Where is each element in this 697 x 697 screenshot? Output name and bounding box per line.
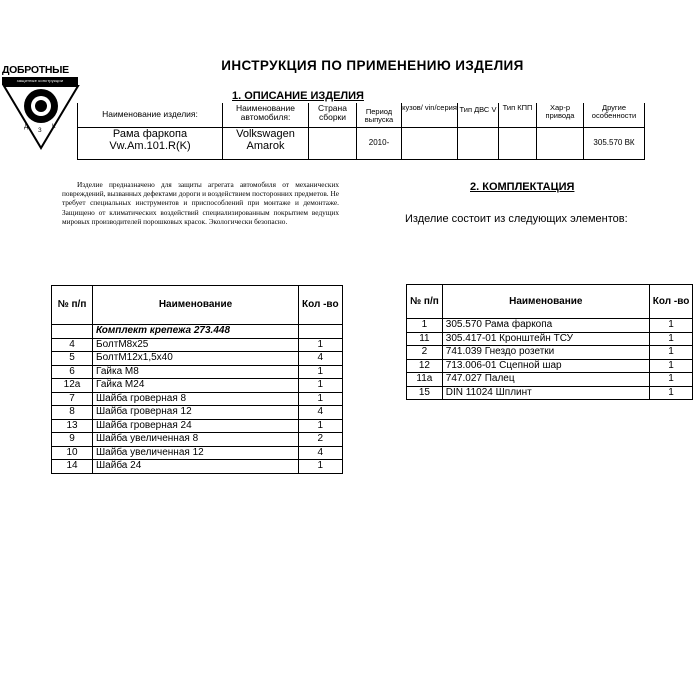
row-name: БолтМ12х1,5х40 (93, 352, 299, 366)
row-number: 10 (52, 446, 93, 460)
value-gearbox (499, 127, 537, 159)
header-other: Другие особенности (584, 103, 645, 127)
row-name: Шайба гроверная 24 (93, 419, 299, 433)
row-number: 9 (52, 433, 93, 447)
table-group-row (52, 325, 343, 339)
row-name: Гайка М24 (93, 379, 299, 393)
table-row (407, 332, 693, 346)
logo-emblem-icon (2, 84, 80, 150)
row-name: DIN 11024 Шплинт (442, 386, 649, 400)
row-number: 5 (52, 352, 93, 366)
row-number: 11 (407, 332, 443, 346)
row-number: 2 (407, 346, 443, 360)
product-table (77, 103, 645, 160)
group-label: Комплект крепежа 273.448 (93, 325, 299, 339)
parts-table (406, 284, 693, 400)
value-car: Volkswagen Amarok (223, 127, 309, 159)
row-qty: 4 (299, 406, 343, 420)
col-name: Наименование (442, 285, 649, 319)
section2-intro: Изделие состоит из следующих элементов: (405, 213, 628, 225)
row-name: 305.417-01 Кронштейн ТСУ (442, 332, 649, 346)
svg-text:З: З (38, 128, 42, 134)
row-number: 12а (52, 379, 93, 393)
document-title: ИНСТРУКЦИЯ ПО ПРИМЕНЕНИЮ ИЗДЕЛИЯ (221, 58, 524, 73)
header-car: Наименование автомобиля: (223, 103, 309, 127)
section2-title: 2. КОМПЛЕКТАЦИЯ (470, 181, 575, 193)
row-name: 713.006-01 Сцепной шар (442, 359, 649, 373)
col-num: № п/п (52, 286, 93, 325)
svg-text:К: К (52, 124, 56, 130)
header-gearbox: Тип КПП (499, 103, 537, 127)
table-row (407, 386, 693, 400)
table-row (52, 406, 343, 420)
row-qty: 1 (649, 386, 693, 400)
fasteners-table (51, 285, 343, 474)
col-qty: Кол -во (299, 286, 343, 325)
table-row (407, 373, 693, 387)
value-drive (537, 127, 584, 159)
table-row (52, 379, 343, 393)
row-qty: 1 (299, 338, 343, 352)
row-name: Шайба гроверная 12 (93, 406, 299, 420)
row-name: 305.570 Рама фаркопа (442, 319, 649, 333)
table-row (407, 359, 693, 373)
header-period: Период выпуска (357, 103, 402, 127)
header-drive: Хар-р привода (537, 103, 584, 127)
svg-text:Д: Д (24, 124, 29, 130)
table-row (407, 346, 693, 360)
row-number: 7 (52, 392, 93, 406)
col-qty: Кол -во (649, 285, 693, 319)
row-number: 4 (52, 338, 93, 352)
table-row (52, 433, 343, 447)
table-row (52, 338, 343, 352)
row-qty: 1 (649, 346, 693, 360)
value-other: 305.570 ВК (584, 127, 645, 159)
value-product: Рама фаркопа Vw.Am.101.R(K) (78, 127, 223, 159)
value-country (309, 127, 357, 159)
header-country: Страна сборки (309, 103, 357, 127)
row-qty: 2 (299, 433, 343, 447)
header-engine: Тип ДВС V (458, 103, 499, 127)
row-name: БолтМ8х25 (93, 338, 299, 352)
row-qty: 4 (299, 352, 343, 366)
row-name: Гайка М8 (93, 365, 299, 379)
value-engine (458, 127, 499, 159)
row-number: 14 (52, 460, 93, 474)
row-name: Шайба увеличенная 12 (93, 446, 299, 460)
value-body (402, 127, 458, 159)
header-product: Наименование изделия: (78, 103, 223, 127)
product-description: Изделие предназначено для защиты агрегата автомобиля от механических повреждений, вызванных дефектами дороги и воздействием посторонних предметов. Не требует специальных инструментов и приспособлений при монтаже и демонтаже. Защищено от климатических воздействий специализированным покрытием ведущих мировых производителей порошковых красок. Экологически безопасно. (62, 180, 339, 226)
table-row (52, 419, 343, 433)
row-qty: 1 (649, 373, 693, 387)
row-qty: 1 (299, 379, 343, 393)
row-number: 15 (407, 386, 443, 400)
header-body: кузов/ vin/серия (402, 103, 458, 127)
row-qty: 4 (299, 446, 343, 460)
col-num: № п/п (407, 285, 443, 319)
table-row (52, 446, 343, 460)
row-name: Шайба увеличенная 8 (93, 433, 299, 447)
col-name: Наименование (93, 286, 299, 325)
row-qty: 1 (299, 392, 343, 406)
row-name: 747.027 Палец (442, 373, 649, 387)
table-row (52, 352, 343, 366)
table-row (52, 365, 343, 379)
row-name: Шайба гроверная 8 (93, 392, 299, 406)
logo-tagline: защитные конструкции (2, 77, 78, 85)
row-number: 1 (407, 319, 443, 333)
table-row (407, 319, 693, 333)
table-row (52, 460, 343, 474)
row-number: 6 (52, 365, 93, 379)
row-number: 12 (407, 359, 443, 373)
section1-title: 1. ОПИСАНИЕ ИЗДЕЛИЯ (232, 90, 364, 102)
row-qty: 1 (649, 319, 693, 333)
row-name: 741.039 Гнездо розетки (442, 346, 649, 360)
row-number: 13 (52, 419, 93, 433)
row-qty: 1 (299, 365, 343, 379)
table-row (52, 392, 343, 406)
company-logo (2, 64, 80, 150)
logo-brand: ДОБРОТНЫЕ (2, 64, 69, 76)
row-number: 8 (52, 406, 93, 420)
value-period: 2010- (357, 127, 402, 159)
row-qty: 1 (299, 460, 343, 474)
row-number: 11а (407, 373, 443, 387)
row-qty: 1 (649, 359, 693, 373)
row-qty: 1 (299, 419, 343, 433)
row-name: Шайба 24 (93, 460, 299, 474)
row-qty: 1 (649, 332, 693, 346)
